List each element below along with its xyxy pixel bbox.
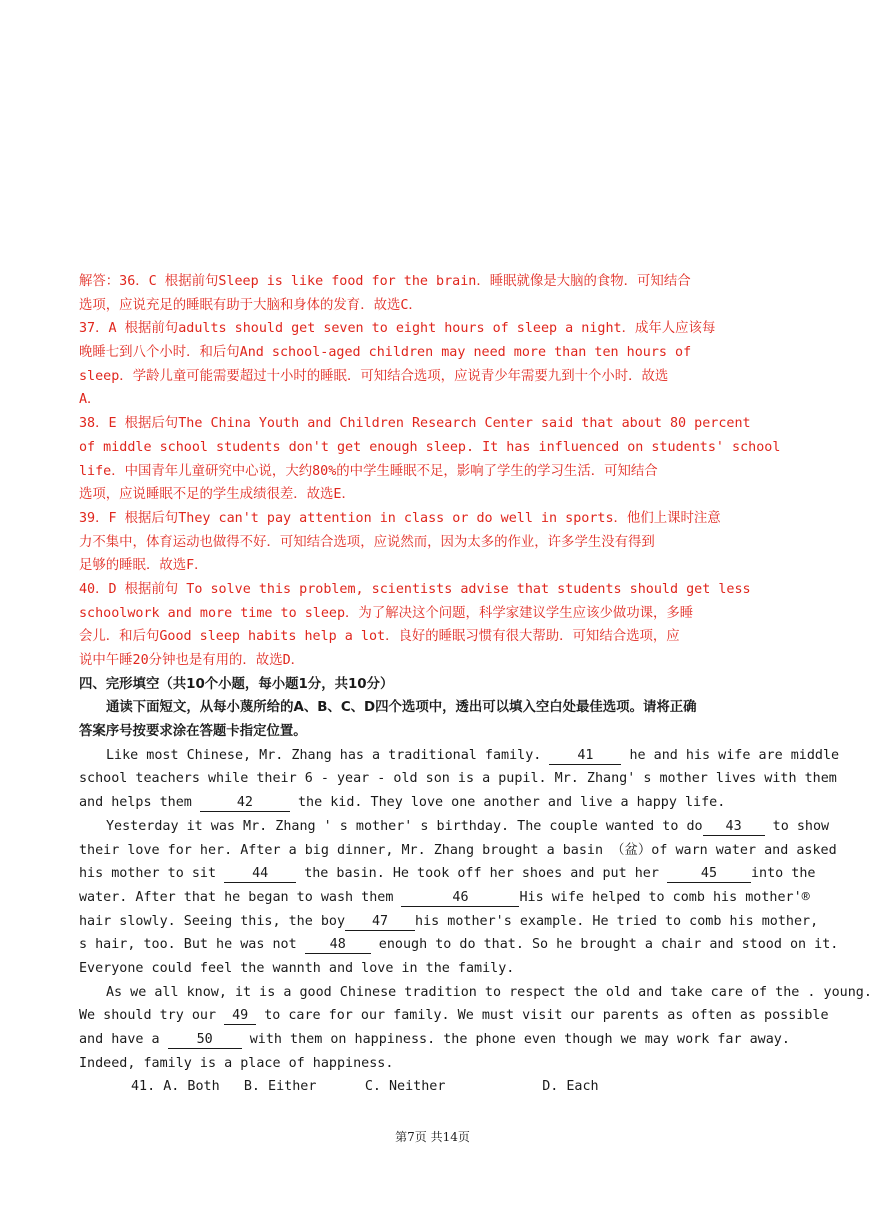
passage-line xyxy=(79,910,819,934)
blank-41: 41 xyxy=(549,747,621,765)
passage-text: and have a xyxy=(79,1032,160,1047)
analysis-line: 足够的睡眠．故选F． xyxy=(79,558,208,574)
passage-line: As we all know, it is a good Chinese tradition to respect the old and take care of the . young. xyxy=(106,984,872,1000)
passage-text: His wife helped to comb his mother'® xyxy=(519,889,810,905)
analysis-line: 37．A 根据前句adults should get seven to eight hours of sleep a night．成年人应该每 xyxy=(79,321,716,337)
option-c: C. Neither xyxy=(364,1079,446,1095)
option-d: D. Each xyxy=(542,1079,599,1095)
passage-text: he and his wife are middle xyxy=(629,747,840,763)
blank-48: 48 xyxy=(305,936,371,954)
blank-50: 50 xyxy=(168,1031,242,1049)
passage-line xyxy=(79,933,839,957)
blank-47: 47 xyxy=(345,913,415,931)
analysis-line: of middle school students don't get enough sleep. It has influenced on students' school xyxy=(79,439,781,455)
page-footer: 第7页 共14页 xyxy=(395,1130,470,1144)
instructions-line: 答案序号按要求涂在答题卡指定位置。 xyxy=(79,724,307,740)
option-a: A. Both xyxy=(163,1079,220,1095)
section-title: 四、完形填空（共10个小题，每小题1分，共10分） xyxy=(79,676,394,692)
analysis-line: 40．D 根据前句 To solve this problem, scientists advise that students should get less xyxy=(79,581,751,597)
passage-text: his mother to sit xyxy=(79,866,217,882)
passage-line xyxy=(79,1004,829,1028)
passage-line xyxy=(79,1028,790,1052)
analysis-line: 晚睡七到八个小时．和后句And school-aged children may need more than ten hours of xyxy=(79,345,692,361)
analysis-line: A． xyxy=(79,392,101,408)
analysis-line: 解答：36．C 根据前句Sleep is like food for the brain．睡眠就像是大脑的食物．可知结合 xyxy=(79,274,691,289)
passage-line: their love for her. After a big dinner, Mr. Zhang brought a basin （盆）of warn water and asked xyxy=(79,842,837,858)
answer-analysis xyxy=(79,270,785,673)
passage-text: enough to do that. So he brought a chair and stood on it. xyxy=(378,937,839,953)
analysis-line: 选项，应说充足的睡眠有助于大脑和身体的发育．故选C． xyxy=(79,297,422,313)
blank-45: 45 xyxy=(667,865,751,883)
passage-line xyxy=(79,815,830,839)
analysis-line: 选项，应说睡眠不足的学生成绩很差．故选E． xyxy=(79,487,355,503)
passage-text: Yesterday it was Mr. Zhang ' s mother' s birthday. The couple wanted to do xyxy=(106,818,703,834)
passage-text: his mother's example. He tried to comb his mother, xyxy=(415,913,819,929)
analysis-line: 说中午睡20分钟也是有用的．故选D． xyxy=(79,653,305,668)
analysis-line: life．中国青年儿童研究中心说，大约80%的中学生睡眠不足，影响了学生的学习生活．可知结合 xyxy=(79,463,658,479)
passage-text: s hair, too. But he was not xyxy=(79,937,297,953)
passage-line xyxy=(79,886,810,910)
passage-text: We should try our xyxy=(79,1008,217,1024)
passage-line xyxy=(79,791,785,815)
passage-text: water. After that he began to wash them xyxy=(79,889,394,905)
passage-line: Everyone could feel the wannth and love in the family. xyxy=(79,960,515,976)
question-number: 41. xyxy=(131,1079,156,1095)
blank-42: 42 xyxy=(200,794,290,812)
passage-text: into the xyxy=(750,866,816,882)
passage-line: Indeed, family is a place of happiness. xyxy=(79,1055,394,1071)
passage-text: the kid. They love one another and live a happy life. xyxy=(298,795,726,811)
analysis-line: sleep．学龄儿童可能需要超过十小时的睡眠．可知结合选项，应说青少年需要九到十个小时．故选 xyxy=(79,368,669,384)
blank-44: 44 xyxy=(224,865,296,883)
analysis-line: 力不集中，体育运动也做得不好．可知结合选项，应说然而，因为太多的作业，许多学生没有得到 xyxy=(79,534,655,550)
cloze-passage xyxy=(79,744,872,1076)
passage-text: to care for our family. We must visit our parents as often as possible xyxy=(264,1008,829,1024)
passage-text: hair slowly. Seeing this, the boy xyxy=(79,913,346,929)
analysis-line: 会儿．和后句Good sleep habits help a lot．良好的睡眠习惯有很大帮助．可知结合选项，应 xyxy=(79,629,680,645)
passage-line xyxy=(79,744,840,768)
option-b: B. Either xyxy=(243,1079,317,1095)
question-41 xyxy=(79,1075,785,1099)
page-content xyxy=(79,270,872,1099)
passage-line: school teachers while their 6 - year - old son is a pupil. Mr. Zhang' s mother lives with them xyxy=(79,771,837,787)
passage-text: and helps them xyxy=(79,795,192,811)
passage-text: with them on happiness. the phone even though we may work far away. xyxy=(249,1032,790,1047)
blank-49: 49 xyxy=(224,1007,256,1025)
analysis-line: 38．E 根据后句The China Youth and Children Research Center said that about 80 percent xyxy=(79,416,751,432)
passage-text: to show xyxy=(772,818,830,834)
passage-text: Like most Chinese, Mr. Zhang has a traditional family. xyxy=(106,747,542,763)
passage-text: the basin. He took off her shoes and put her xyxy=(304,866,659,882)
blank-46: 46 xyxy=(401,889,519,907)
passage-line xyxy=(79,862,816,886)
blank-43: 43 xyxy=(703,818,765,836)
instructions-line: 通读下面短文，从每小蔑所给的A、B、C、D四个选项中，透出可以填入空白处最佳选项。请将正确 xyxy=(106,700,697,716)
analysis-line: schoolwork and more time to sleep．为了解决这个问题，科学家建议学生应该少做功课，多睡 xyxy=(79,605,694,621)
analysis-line: 39．F 根据后句They can't pay attention in class or do well in sports．他们上课时注意 xyxy=(79,510,721,526)
